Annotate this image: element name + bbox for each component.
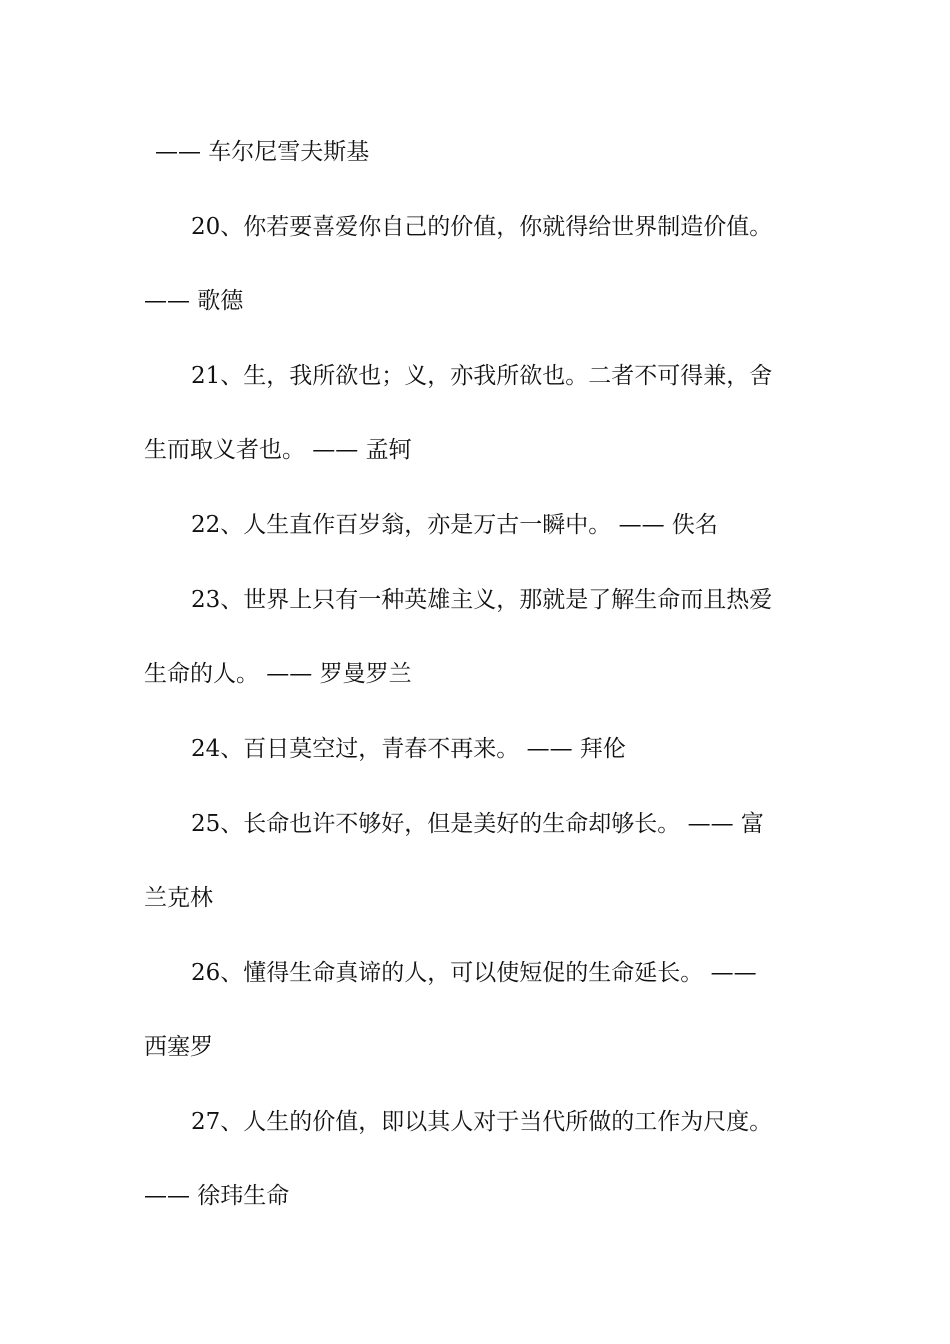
quote-20-attribution: —— 歌德 xyxy=(144,288,244,314)
quote-25-text: 25、长命也许不够好，但是美好的生命却够长。 —— 富 xyxy=(191,811,764,837)
quote-23-text: 23、世界上只有一种英雄主义，那就是了解生命而且热爱 xyxy=(191,587,773,613)
quote-23-continuation: 生命的人。 —— 罗曼罗兰 xyxy=(144,661,412,687)
quote-21-text: 21、生，我所欲也；义，亦我所欲也。二者不可得兼，舍 xyxy=(191,363,773,389)
quote-22-text: 22、人生直作百岁翁，亦是万古一瞬中。 —— 佚名 xyxy=(191,512,718,538)
quote-24-text: 24、百日莫空过，青春不再来。 —— 拜伦 xyxy=(191,736,626,762)
quote-21-continuation: 生而取义者也。 —— 孟轲 xyxy=(144,437,412,463)
quote-26-continuation: 西塞罗 xyxy=(144,1034,213,1060)
quote-19-attribution: —— 车尔尼雪夫斯基 xyxy=(155,139,370,165)
quote-25-continuation: 兰克林 xyxy=(144,885,213,911)
quote-26-text: 26、懂得生命真谛的人，可以使短促的生命延长。 —— xyxy=(191,960,757,986)
quote-27-attribution: —— 徐玮生命 xyxy=(144,1183,290,1209)
quote-20-text: 20、你若要喜爱你自己的价值，你就得给世界制造价值。 xyxy=(191,214,773,240)
quote-27-text: 27、人生的价值，即以其人对于当代所做的工作为尺度。 xyxy=(191,1109,773,1135)
